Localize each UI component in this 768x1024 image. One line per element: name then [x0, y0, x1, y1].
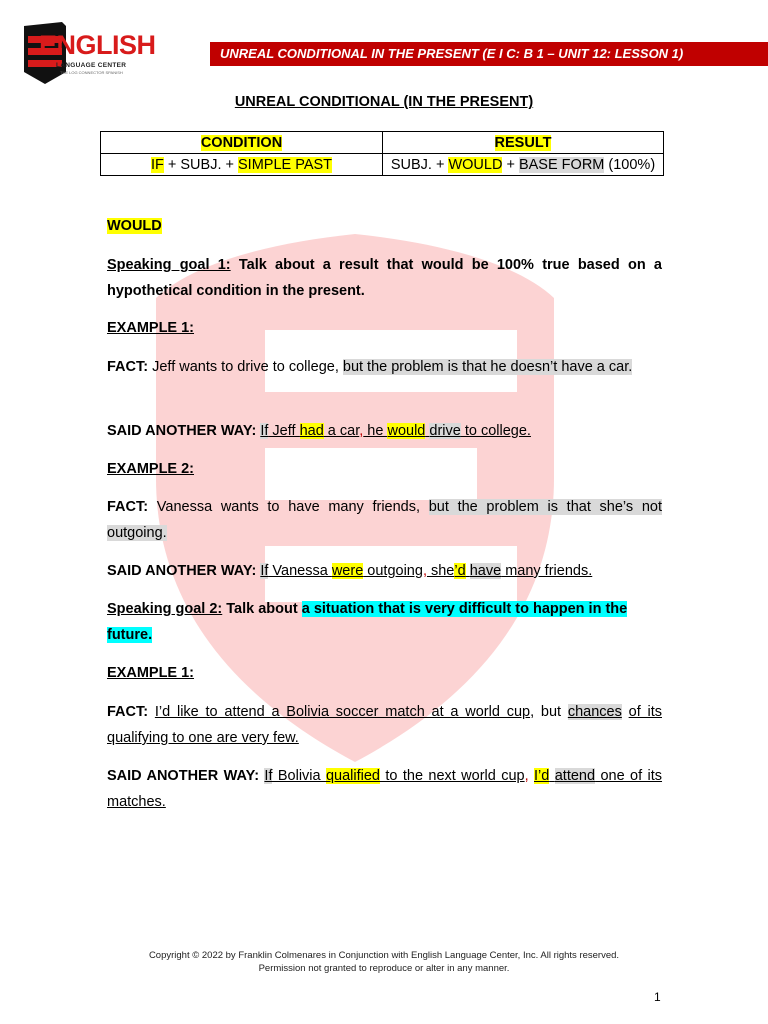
base-verb-highlight: drive — [429, 423, 461, 439]
fact-paragraph — [107, 354, 662, 380]
goal-label: Speaking goal 2: — [107, 601, 223, 617]
comma: , — [422, 563, 427, 579]
result-heading: RESULT — [494, 134, 552, 151]
result-plus: + — [502, 156, 519, 173]
sentence-part: a car — [323, 423, 360, 439]
fact-label: FACT: — [107, 359, 149, 375]
would-heading: WOULD — [107, 218, 162, 234]
said-another-way — [107, 558, 662, 584]
header-title: UNREAL CONDITIONAL IN THE PRESENT (E I C: B 1 – UNIT 12: LESSON 1) — [220, 46, 684, 61]
fact-highlight: but the problem is that she’s not outgoing. — [107, 499, 662, 541]
fact-space — [148, 704, 155, 720]
copyright-footer — [0, 949, 768, 975]
fact-paragraph — [107, 494, 662, 546]
speaking-goal-2 — [107, 596, 662, 648]
result-subj: SUBJ. + — [390, 156, 449, 173]
fact-label: FACT: — [107, 499, 149, 515]
would-contraction-highlight: I’d — [534, 768, 550, 784]
condition-heading: CONDITION — [200, 134, 283, 151]
base-verb-highlight: have — [469, 563, 502, 579]
simple-past-keyword: SIMPLE PAST — [238, 156, 333, 173]
goal-text: Talk about — [222, 601, 302, 617]
table-row — [101, 132, 664, 154]
page-title: UNREAL CONDITIONAL (IN THE PRESENT) — [234, 94, 534, 110]
sentence-part: Bolivia — [272, 768, 326, 784]
comma: , — [359, 423, 364, 439]
page-number: 1 — [654, 990, 661, 1004]
if-keyword: IF — [150, 156, 164, 173]
base-verb-highlight: attend — [554, 768, 596, 784]
permission-line: Permission not granted to reproduce or alter in any manner. — [258, 963, 510, 974]
fact-text: Jeff wants to drive to college, — [148, 359, 343, 375]
sentence-part: he — [363, 423, 388, 439]
result-percent: (100%) — [604, 156, 656, 173]
table-header-cell — [101, 132, 383, 154]
comma: , — [524, 768, 529, 784]
fact-highlight: chances — [567, 704, 622, 720]
sentence-part: to the next world cup — [379, 768, 525, 784]
table-cell — [101, 154, 383, 176]
fact-space — [622, 704, 629, 720]
speaking-goal-1 — [107, 252, 662, 304]
logo-tagline: THE LOG CONNECTOR SPANISH — [60, 70, 123, 75]
formula-table — [100, 131, 664, 176]
table-header-cell — [383, 132, 664, 154]
sentence-part: many friends. — [501, 563, 593, 579]
logo-wordmark: ENGLISH — [39, 30, 156, 60]
would-highlight: would — [387, 423, 426, 439]
sentence-part: Jeff — [268, 423, 300, 439]
would-contraction-highlight: ’d — [454, 563, 466, 579]
if-word: If — [260, 423, 269, 439]
verb-highlight: qualified — [325, 768, 380, 784]
table-cell — [383, 154, 664, 176]
fact-paragraph — [107, 699, 662, 751]
goal-text: Talk about a result that would be 100% true based on a hypothetical condition in the present. — [107, 257, 662, 299]
would-keyword: WOULD — [448, 156, 503, 173]
fact-text: Vanessa wants to have many friends, — [148, 499, 429, 515]
goal-label: Speaking goal 1: — [107, 257, 231, 273]
sentence-part: one of its matches. — [107, 768, 663, 810]
said-label: SAID ANOTHER WAY: — [107, 423, 257, 439]
table-row — [101, 154, 664, 176]
header-bar — [210, 42, 768, 66]
said-label: SAID ANOTHER WAY: — [107, 563, 257, 579]
fact-underlined: of its qualifying to one are very few. — [107, 704, 662, 746]
fact-underlined: I’d like to attend a Bolivia soccer match at a world cup — [154, 704, 531, 720]
example-heading: EXAMPLE 1: — [107, 665, 195, 681]
sentence-part: outgoing — [363, 563, 423, 579]
sentence-part — [549, 768, 554, 784]
sentence-part: to college. — [460, 423, 531, 439]
fact-label: FACT: — [107, 704, 149, 720]
fact-text: , but — [530, 704, 568, 720]
example-heading: EXAMPLE 2: — [107, 461, 195, 477]
logo-subtitle: LANGUAGE CENTER — [56, 62, 127, 69]
said-label: SAID ANOTHER WAY: — [107, 768, 260, 784]
base-form-keyword: BASE FORM — [518, 156, 605, 173]
goal-highlight: a situation that is very difficult to happen in the future. — [107, 601, 628, 643]
example-heading: EXAMPLE 1: — [107, 320, 195, 336]
sentence-part: she — [426, 563, 455, 579]
section-heading — [107, 213, 662, 239]
verb-highlight: were — [331, 563, 364, 579]
sentence-part: Vanessa — [268, 563, 332, 579]
verb-highlight: had — [299, 423, 324, 439]
fact-highlight: but the problem is that he doesn’t have a car. — [342, 359, 633, 375]
said-another-way — [107, 418, 662, 444]
said-another-way — [107, 763, 662, 815]
if-word: If — [260, 563, 269, 579]
if-word: If — [264, 768, 273, 784]
copyright-line: Copyright © 2022 by Franklin Colmenares in Conjunction with English Language Center, Inc. All rights reserved. — [148, 950, 620, 961]
cond-plus: + SUBJ. + — [163, 156, 239, 173]
